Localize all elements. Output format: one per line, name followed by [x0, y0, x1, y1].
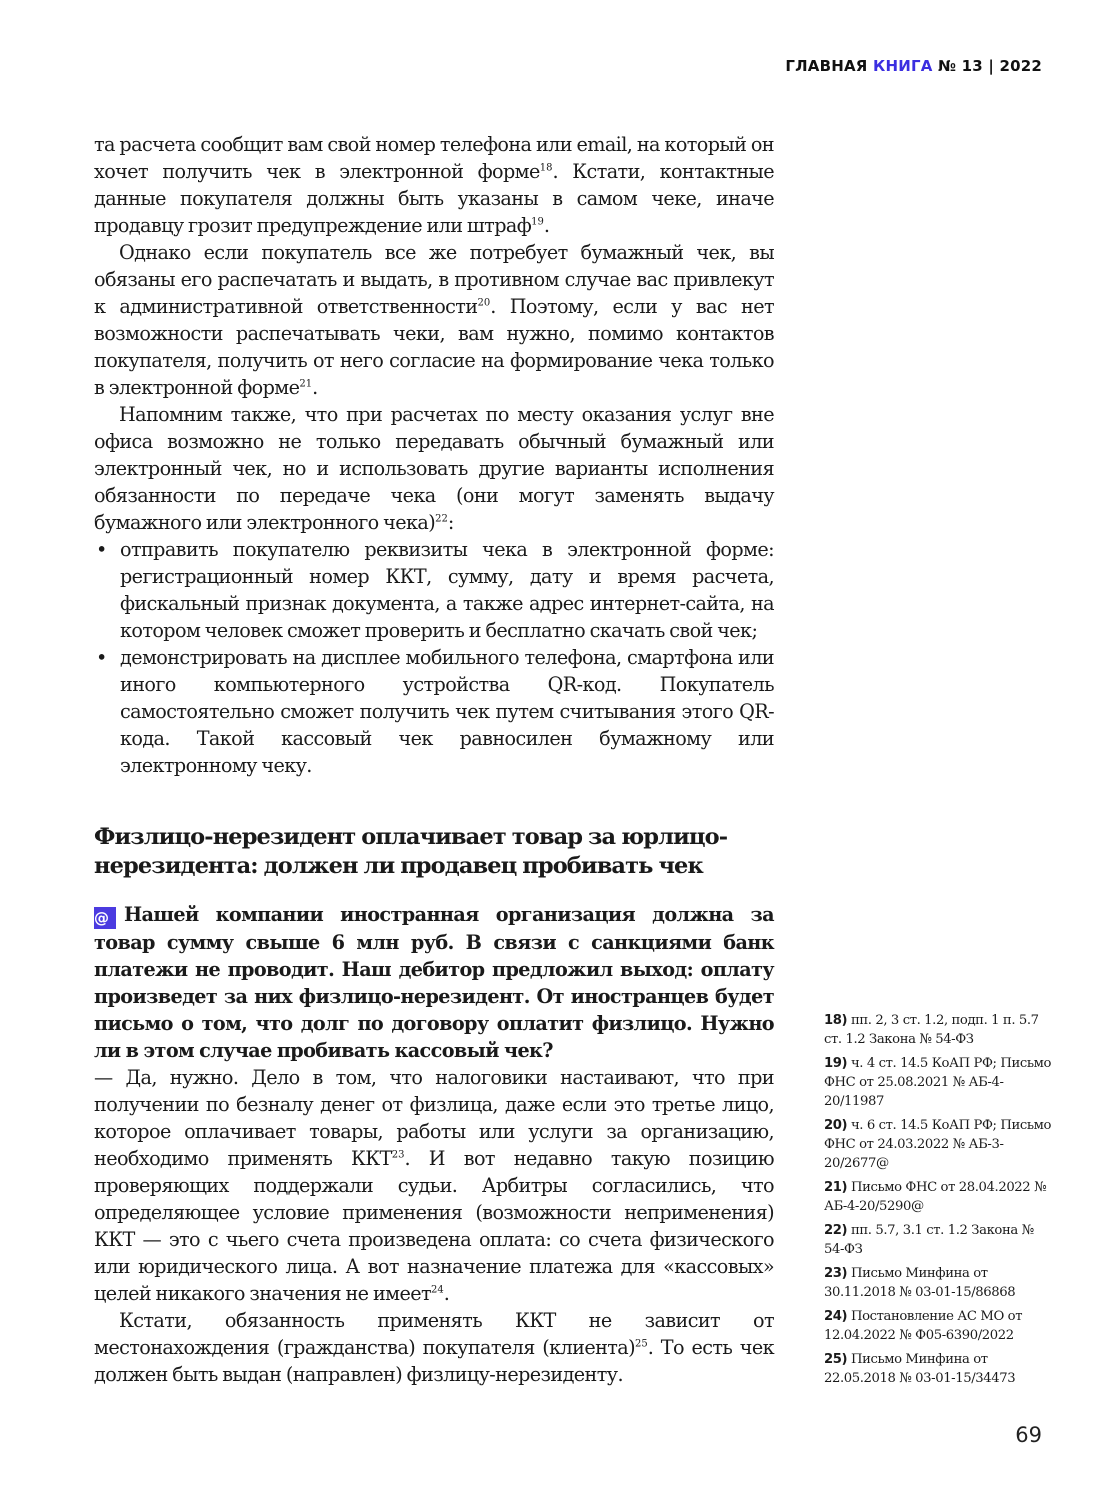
footnote: [824, 1178, 1056, 1216]
text: та расчета сообщит вам свой номер телефона или email, на который он хочет получить чек в электронной форме: [94, 133, 774, 183]
footnotes-column: [824, 1011, 1056, 1393]
bullet-icon: •: [96, 538, 107, 561]
paragraph: [94, 131, 774, 239]
footnote-number: 22): [824, 1223, 848, 1238]
list-item-text: демонстрировать на дисплее мобильного телефона, смартфона или иного компьютерного устройства QR-код. Покупатель самостоятельно сможет получить чек путем считывания этого QR-кода. Такой кассовый чек равносилен бумажному или электронному чеку.: [120, 646, 774, 777]
paragraph: [94, 401, 774, 536]
footnote: [824, 1116, 1056, 1173]
section-heading: Физлицо-нерезидент оплачивает товар за юрлицо-нерезидента: должен ли продавец пробивать чек: [94, 824, 728, 879]
footnote-text: Письмо Минфина от 22.05.2018 № 03-01-15/34473: [824, 1352, 1016, 1386]
footnote: [824, 1307, 1056, 1345]
footnote-text: Письмо ФНС от 28.04.2022 № АБ-4-20/5290@: [824, 1180, 1047, 1214]
text: :: [447, 511, 454, 534]
text: . Поэтому, если у вас нет возможности распечатывать чеки, вам нужно, помимо контактов покупателя, получить от него согласие на формирование чека только в электронной форме: [94, 295, 774, 399]
main-column: [94, 131, 774, 1388]
email-question-icon: @: [94, 907, 116, 929]
text: .: [312, 376, 318, 399]
text: Напомним также, что при расчетах по месту оказания услуг вне офиса возможно не только передавать обычный бумажный или электронный чек, но и использовать другие варианты исполнения обязанности по передаче чека (они могут заменять выдачу бумажного или электронного чека): [94, 403, 774, 534]
list-item: [94, 644, 774, 779]
footnote-ref[interactable]: 22: [435, 513, 448, 525]
footnote-number: 20): [824, 1118, 848, 1133]
footnote-ref[interactable]: 21: [299, 378, 313, 390]
footnote-number: 19): [824, 1056, 848, 1071]
text: . И вот недавно такую позицию проверяющих поддержали судьи. Арбитры согласились, что определяющее условие применения (возможности неприменения) ККТ — это с чьего счета произведена оплата: со счета физического или юридического лица. А вот назначение платежа для «кассовых» целей никакого значения не имеет: [94, 1147, 775, 1305]
footnote-number: 21): [824, 1180, 848, 1195]
magazine-name: ГЛАВНАЯ: [785, 57, 868, 75]
text: Однако если покупатель все же потребует бумажный чек, вы обязаны его распечатать и выдать, в противном случае вас привлекут к административной ответственности: [94, 241, 774, 318]
footnote-ref[interactable]: 19: [531, 216, 544, 228]
footnote-text: ч. 6 ст. 14.5 КоАП РФ; Письмо ФНС от 24.03.2022 № АБ-3-20/2677@: [824, 1118, 1052, 1171]
text: . Кстати, контактные данные покупателя должны быть указаны в самом чеке, иначе продавцу грозит предупреждение или штраф: [94, 160, 774, 237]
footnote-number: 18): [824, 1013, 848, 1028]
text: . То есть чек должен быть выдан (направлен) физлицу-нерезиденту.: [94, 1336, 774, 1386]
text: — Да, нужно. Дело в том, что налоговики настаивают, что при получении по безналу денег от физлица, даже если это третье лицо, которое оплачивает товары, работы или услуги за организацию, необходимо применять ККТ: [94, 1066, 774, 1170]
footnote: [824, 1221, 1056, 1259]
footnote: [824, 1350, 1056, 1388]
footnote-ref[interactable]: 23: [391, 1149, 405, 1161]
footnote-text: ч. 4 ст. 14.5 КоАП РФ; Письмо ФНС от 25.08.2021 № АБ-4-20/11987: [824, 1056, 1052, 1109]
footnote-ref[interactable]: 25: [635, 1338, 648, 1350]
footnote-text: Постановление АС МО от 12.04.2022 № Ф05-6390/2022: [824, 1309, 1023, 1343]
magazine-name-accent: КНИГА: [873, 57, 933, 75]
footnote-number: 25): [824, 1352, 848, 1367]
footnote-ref[interactable]: 20: [477, 297, 491, 309]
footnote: [824, 1011, 1056, 1049]
footnote-ref[interactable]: 24: [430, 1284, 444, 1296]
page-number: 69: [1015, 1423, 1042, 1447]
text: .: [543, 214, 550, 237]
issue-number: № 13 | 2022: [937, 57, 1042, 75]
footnote: [824, 1054, 1056, 1111]
paragraph: [94, 239, 774, 401]
running-head: [785, 57, 1042, 75]
reader-question: [94, 901, 774, 1064]
footnote-text: Письмо Минфина от 30.11.2018 № 03-01-15/86868: [824, 1266, 1016, 1300]
list-item: [94, 536, 774, 644]
footnote-ref[interactable]: 18: [539, 162, 553, 174]
question-text: Нашей компании иностранная организация должна за товар сумму свыше 6 млн руб. В связи с санкциями банк платежи не проводит. Наш дебитор предложил выход: оплату произведет за них физлицо-нерезидент. От иностранцев будет письмо о том, что долг по договору оплатит физлицо. Нужно ли в этом случае пробивать кассовый чек?: [94, 903, 774, 1062]
footnote-text: пп. 5.7, 3.1 ст. 1.2 Закона № 54-ФЗ: [824, 1223, 1034, 1257]
answer-paragraph: [94, 1064, 774, 1307]
text: .: [443, 1282, 450, 1305]
text: Кстати, обязанность применять ККТ не зависит от местонахождения (гражданства) покупателя (клиента): [94, 1309, 774, 1359]
paragraph: [94, 1307, 774, 1388]
bullet-icon: •: [96, 646, 107, 669]
footnote-text: пп. 2, 3 ст. 1.2, подп. 1 п. 5.7 ст. 1.2 Закона № 54-ФЗ: [824, 1013, 1039, 1047]
footnote: [824, 1264, 1056, 1302]
list-item-text: отправить покупателю реквизиты чека в электронной форме: регистрационный номер ККТ, сумму, дату и время расчета, фискальный признак документа, а также адрес интернет-сайта, на котором человек сможет проверить и бесплатно скачать свой чек;: [120, 538, 774, 642]
bullet-list: [94, 536, 774, 779]
footnote-number: 24): [824, 1309, 848, 1324]
footnote-number: 23): [824, 1266, 848, 1281]
